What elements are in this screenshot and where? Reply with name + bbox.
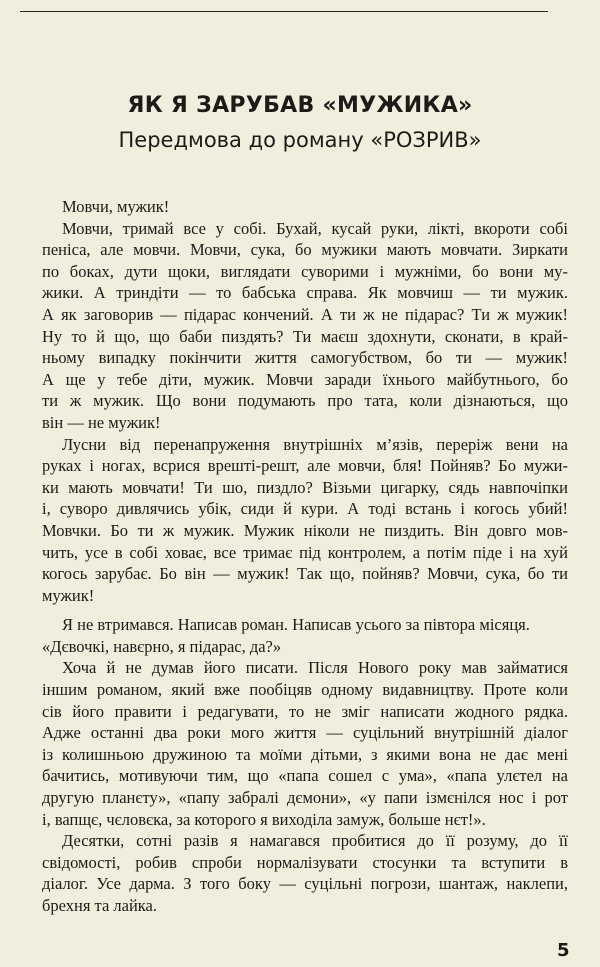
header-rule <box>20 11 548 12</box>
text-line: Ну то й що, що баби пиздять? Ти маєш здохнути, сконати, в край- <box>42 326 568 346</box>
paragraph <box>42 196 568 218</box>
text-line: Мовчи, мужик! <box>62 197 170 216</box>
paragraph <box>42 614 568 636</box>
text-line: він — не мужик! <box>42 412 161 432</box>
text-line: свідомості, робив спроби нормалізувати стосунки та вступити в <box>42 852 568 872</box>
text-line: когось зарубає. Бо він — мужик! Так що, пойняв? Мовчи, сука, бо ти <box>42 564 568 584</box>
text-line: Адже останні два роки мого життя — суцільний внутрішній діалог <box>42 723 568 743</box>
paragraph <box>42 657 568 830</box>
text-line: Хоча й не думав його писати. Після Нового року мав займатися <box>62 658 568 678</box>
paragraph <box>42 434 568 607</box>
text-line: Я не втримався. Написав роман. Написав усього за півтора місяця. <box>62 615 530 635</box>
text-line: іншим романом, який вже пообіцяв одному видавництву. Проте коли <box>42 680 568 700</box>
text-line: сів його правити і редагувати, то не зміг написати жодного рядка. <box>42 701 568 721</box>
text-line: пеніса, але мовчи. Мовчи, сука, бо мужики мають мовчати. Зиркати <box>42 240 568 260</box>
text-line: ньому випадку покінчити життя самогубством, бо ти — мужик! <box>42 348 568 368</box>
text-line: із колишньою дружиною та моїми дітьми, з якими вона не дає мені <box>42 744 568 764</box>
paragraph <box>42 218 568 434</box>
text-line: Мовчки. Бо ти ж мужик. Мужик ніколи не пиздить. Він довго мов- <box>42 520 568 540</box>
text-line: Десятки, сотні разів я намагався пробитися до її розуму, до її <box>62 831 568 851</box>
chapter-title: ЯК Я ЗАРУБАВ «МУЖИКА» <box>127 93 473 118</box>
text-line: бачитись, мотивуючи тим, що «папа сошел с ума», «папа улєтел на <box>42 766 568 786</box>
text-line: А як заговорив — підарас кончений. А ти ж не підарас? Ти ж мужик! <box>42 304 568 324</box>
text-line: діалог. Усе дарма. З того боку — суцільні погрози, шантаж, наклепи, <box>42 874 568 894</box>
text-line: чить, усе в собі ховає, все тримає під контролем, а потім піде і на хуй <box>42 542 568 562</box>
text-line: «Дєвочкі, навєрно, я підарас, да?» <box>42 636 282 656</box>
text-line: Лусни від перенапруження внутрішніх м’язів, переріж вени на <box>62 434 568 454</box>
text-line: руках і ногах, всрися врешті-решт, але мовчи, бля! Пойняв? Бо мужи- <box>42 456 568 476</box>
text-line: і, суворо дивлячись убік, сиди й кури. А тоді встань і когось убий! <box>42 499 568 519</box>
paragraph <box>42 830 568 916</box>
text-line: по боках, дути щоки, виглядати суворими і мужніми, бо вони му- <box>42 261 568 281</box>
text-line: брехня та лайка. <box>42 896 158 915</box>
paragraph <box>42 636 568 658</box>
text-line: мужик! <box>42 585 95 605</box>
text-line: Мовчи, тримай все у собі. Бухай, кусай руки, лікті, вкороти собі <box>62 218 568 238</box>
text-line: ти ж мужик. Що вони подумають про тата, коли дізнаються, що <box>42 391 568 411</box>
text-line: жики. А триндіти — то бабська справа. Як мовчиш — ти мужик. <box>42 283 568 303</box>
text-line: і, вапщє, чєловєка, за которого я виходіла замуж, больше нєт!». <box>42 809 486 829</box>
chapter-subtitle: Передмова до роману «РОЗРИВ» <box>118 128 482 152</box>
page-number: 5 <box>557 940 570 961</box>
text-line: ки мають мовчати! Ти шо, пиздло? Візьми цигарку, сядь навпочіпки <box>42 477 568 497</box>
text-line: А ще у тебе діти, мужик. Мовчи заради їхнього майбутнього, бо <box>42 369 568 389</box>
body-text <box>42 196 568 917</box>
text-line: другую планєту», «папу забралі дємони», «у папи ізмєнілся нос і рот <box>42 788 568 808</box>
